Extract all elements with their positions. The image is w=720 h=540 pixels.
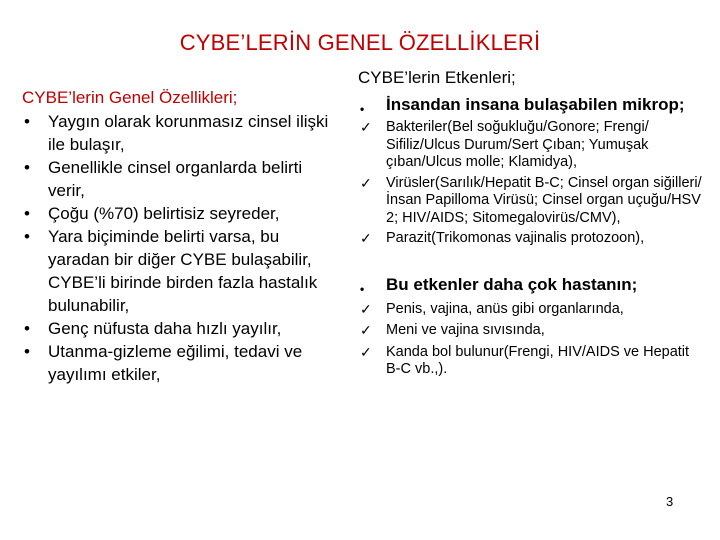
list-item: • Genç nüfusta daha hızlı yayılır, <box>24 319 282 338</box>
bullet-icon: • <box>24 227 30 246</box>
list-item: ✓ Kanda bol bulunur(Frengi, HIV/AIDS ve Hepatit B-C vb.,). <box>360 343 690 377</box>
list-item: • Yara biçiminde belirti varsa, bu yaradan bir diğer CYBE bulaşabilir, CYBE’li birinde birden fazla hastalık bulunabilir, <box>24 227 318 315</box>
bullet-icon: • <box>24 158 30 177</box>
page-number: 3 <box>666 494 674 509</box>
list-item: ✓ Parazit(Trikomonas vajinalis protozoon), <box>360 230 645 246</box>
bullet-icon: • <box>360 281 365 296</box>
checkmark-icon: ✓ <box>360 174 372 191</box>
bullet-icon: • <box>360 102 365 116</box>
agent-heading-item: • İnsandan insana bulaşabilen mikrop; <box>356 94 706 116</box>
page-title: CYBE’LERİN GENEL ÖZELLİKLERİ <box>179 30 541 55</box>
checkmark-icon: ✓ <box>360 119 372 135</box>
list-item: • Utanma-gizleme eğilimi, tedavi ve yayılımı etkiler, <box>24 342 303 384</box>
bullet-icon: • <box>24 204 30 223</box>
list-item: ✓ Penis, vajina, anüs gibi organlarında, <box>360 300 624 317</box>
right-column <box>356 66 706 379</box>
list-item: ✓ Bakteriler(Bel soğukluğu/Gonore; Frengi/ Sifiliz/Ulcus Durum/Sert Çıban; Yumuşak çıban/Ulcus molle; Klamidya), <box>360 119 649 170</box>
checkmark-icon: ✓ <box>360 300 372 317</box>
list-item: ✓ Meni ve vajina sıvısında, <box>360 322 545 338</box>
bullet-icon: • <box>24 319 30 338</box>
list-item: ✓ Virüsler(Sarılık/Hepatit B-C; Cinsel organ siğilleri/İnsan Papilloma Virüsü; Cinsel organ uçuğu/HSV 2; HIV/AIDS; Sitomegalovirüs/CMV), <box>360 174 702 226</box>
list-item: • Yaygın olarak korunmasız cinsel ilişki ile bulaşır, <box>24 112 329 154</box>
left-heading: CYBE’lerin Genel Özellikleri; <box>22 88 238 107</box>
bullet-icon: • <box>24 342 30 361</box>
checkmark-icon: ✓ <box>360 343 372 360</box>
left-column <box>22 86 342 386</box>
checkmark-icon: ✓ <box>360 322 372 338</box>
bullet-icon: • <box>24 112 30 131</box>
right-heading: CYBE’lerin Etkenleri; <box>358 68 516 87</box>
list-item: • Çoğu (%70) belirtisiz seyreder, <box>24 204 280 223</box>
features-list <box>22 110 342 386</box>
checkmark-icon: ✓ <box>360 230 372 246</box>
list-item: • Genellikle cinsel organlarda belirti verir, <box>24 158 303 200</box>
location-heading-item: • Bu etkenler daha çok hastanın; <box>356 274 706 296</box>
